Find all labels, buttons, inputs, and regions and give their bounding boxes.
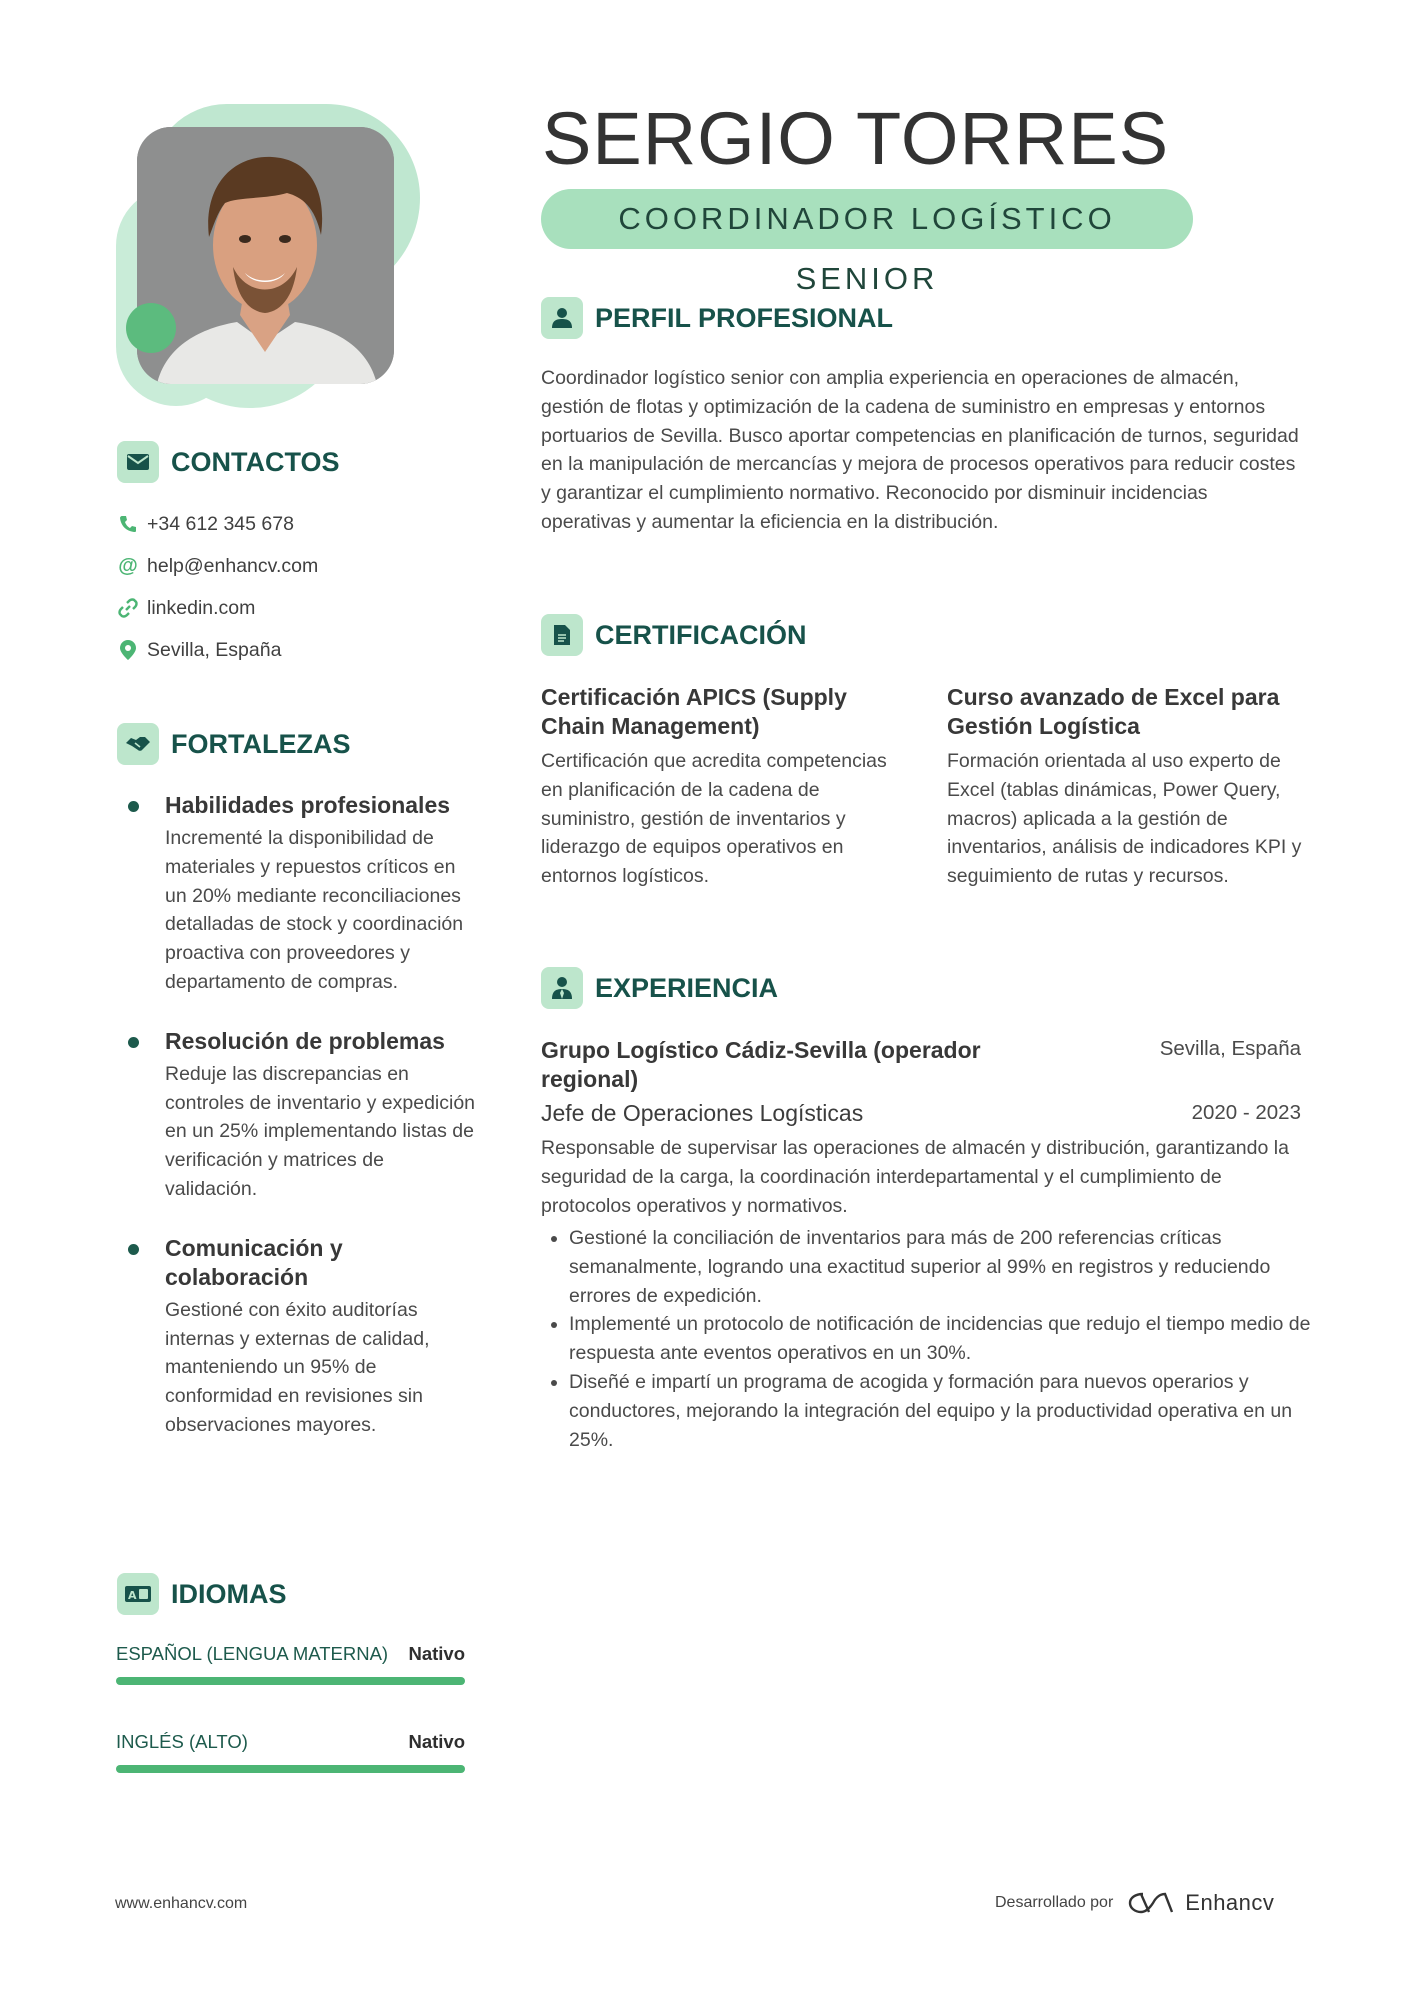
strength-title: Comunicación y colaboración xyxy=(165,1234,343,1290)
location-pin-icon xyxy=(117,640,139,660)
certification-header xyxy=(541,614,807,656)
strength-title: Habilidades profesionales xyxy=(165,792,451,818)
certification-title: CERTIFICACIÓN xyxy=(595,619,807,650)
photo-accent-dot xyxy=(126,303,176,353)
strength-text: Reduje las discrepancias en controles de inventario y expedición en un 25% implementando listas de verificación y matrices de validación. xyxy=(165,1062,476,1200)
strengths-title: FORTALEZAS xyxy=(171,728,351,759)
certification-name: Curso avanzado de Excel para Gestión Logística xyxy=(947,684,1280,739)
job-position: Jefe de Operaciones Logísticas xyxy=(541,1100,864,1126)
phone-icon xyxy=(117,515,139,533)
job-location: Sevilla, España xyxy=(1159,1037,1301,1060)
company-name: Grupo Logístico Cádiz-Sevilla (operador regional) xyxy=(541,1037,981,1092)
at-icon: @ xyxy=(118,554,138,577)
role-title: COORDINADOR LOGÍSTICO SENIOR xyxy=(618,201,1116,296)
certification-item xyxy=(947,683,1307,891)
language-bar xyxy=(116,1677,465,1685)
bullet xyxy=(128,1244,139,1255)
languages-list xyxy=(116,1643,465,1773)
strength-item xyxy=(117,1027,477,1204)
powered-by-label: Desarrollado por xyxy=(995,1894,1114,1911)
language-bar xyxy=(116,1765,465,1773)
bullet xyxy=(128,1037,139,1048)
list-item: • Implementé un protocolo de notificación de incidencias que redujo el tiempo medio de respuesta ante eventos operativos en un 30%. xyxy=(569,1310,1311,1368)
document-icon xyxy=(541,614,583,656)
enhancv-logo-icon xyxy=(1127,1890,1175,1916)
svg-text:A: A xyxy=(128,1589,137,1602)
job-dates: 2020 - 2023 xyxy=(1191,1101,1301,1124)
language-level: Nativo xyxy=(408,1731,465,1752)
footer-website: www.enhancv.com xyxy=(115,1895,248,1912)
language-row xyxy=(116,1731,465,1753)
contacts-header xyxy=(117,441,340,483)
profile-title: PERFIL PROFESIONAL xyxy=(595,302,894,333)
handshake-icon xyxy=(117,723,159,765)
contacts-title: CONTACTOS xyxy=(171,446,340,477)
certification-text: Formación orientada al uso experto de Excel (tablas dinámicas, Power Query, macros) aplicada a la gestión de inventarios, análisis de indicadores KPI y seguimiento de rutas y recursos. xyxy=(947,750,1302,888)
certification-text: Certificación que acredita competencias en planificación de la cadena de suministro, gestión de inventarios y liderazgo de equipos operativos en entornos logísticos. xyxy=(541,750,887,888)
certification-name: Certificación APICS (Supply Chain Management) xyxy=(541,684,847,739)
contact-linkedin: linkedin.com xyxy=(117,596,318,620)
role-badge xyxy=(541,189,1193,296)
user-icon xyxy=(541,297,583,339)
job-achievements xyxy=(541,1224,1311,1454)
experience-title: EXPERIENCIA xyxy=(595,972,779,1003)
strength-text: Incrementé la disponibilidad de materiales y repuestos críticos en un 20% mediante reconciliaciones detalladas de stock y coordinación proactiva con proveedores y departamento de compras. xyxy=(165,827,464,993)
contact-location: Sevilla, España xyxy=(117,638,318,662)
language-name: INGLÉS (ALTO) xyxy=(116,1731,248,1752)
profile-header xyxy=(541,297,893,339)
strength-text: Gestioné con éxito auditorías internas y externas de calidad, manteniendo un 95% de conformidad en revisiones sin observaciones mayores. xyxy=(165,1298,430,1436)
contact-phone: +34 612 345 678 xyxy=(117,512,318,536)
translate-icon xyxy=(117,1573,159,1615)
profile-photo xyxy=(137,127,394,384)
job-description: Responsable de supervisar las operaciones de almacén y distribución, garantizando la seguridad de la carga, la coordinación interdepartamental y el cumplimiento de protocolos operativos y normativos. xyxy=(541,1137,1289,1217)
briefcase-user-icon xyxy=(541,967,583,1009)
language-row xyxy=(116,1643,465,1665)
list-item: • Diseñé e impartí un programa de acogida y formación para nuevos operarios y conductores, mejorando la integración del equipo y la productividad operativa en un 25%. xyxy=(569,1368,1311,1454)
strengths-header xyxy=(117,723,350,765)
footer-branding xyxy=(995,1890,1274,1916)
contact-email: @ help@enhancv.com xyxy=(118,554,319,577)
experience-header xyxy=(541,967,778,1009)
strength-item xyxy=(117,1234,477,1440)
languages-title: IDIOMAS xyxy=(171,1578,287,1609)
language-level: Nativo xyxy=(408,1643,465,1664)
enhancv-brand: Enhancv xyxy=(1185,1890,1275,1915)
strength-item xyxy=(117,791,477,997)
profile-summary: Coordinador logístico senior con amplia experiencia en operaciones de almacén, gestión de flotas y optimización de la cadena de suministro en empresas y entornos portuarios de Sevilla. Busco aportar competencias en planificación de turnos, seguridad en la manipulación de mercancías y mejora de procesos operativos para reducir costes y garantizar el cumplimiento normativo. Reconocido por disminuir incidencias operativas y aumentar la eficiencia en la distribución. xyxy=(541,367,1299,533)
envelope-icon xyxy=(117,441,159,483)
link-icon xyxy=(117,598,139,618)
bullet xyxy=(128,801,139,812)
language-name: ESPAÑOL (LENGUA MATERNA) xyxy=(116,1643,389,1664)
list-item: • Gestioné la conciliación de inventarios para más de 200 referencias críticas semanalmente, logrando una exactitud superior al 99% en registros y reduciendo errores de expedición. xyxy=(569,1224,1311,1310)
strength-title: Resolución de problemas xyxy=(165,1027,445,1054)
languages-header xyxy=(117,1573,287,1615)
candidate-name: SERGIO TORRES xyxy=(542,97,1170,180)
certification-item xyxy=(541,683,896,891)
strengths-list xyxy=(117,791,477,1440)
contacts-list xyxy=(117,512,318,662)
